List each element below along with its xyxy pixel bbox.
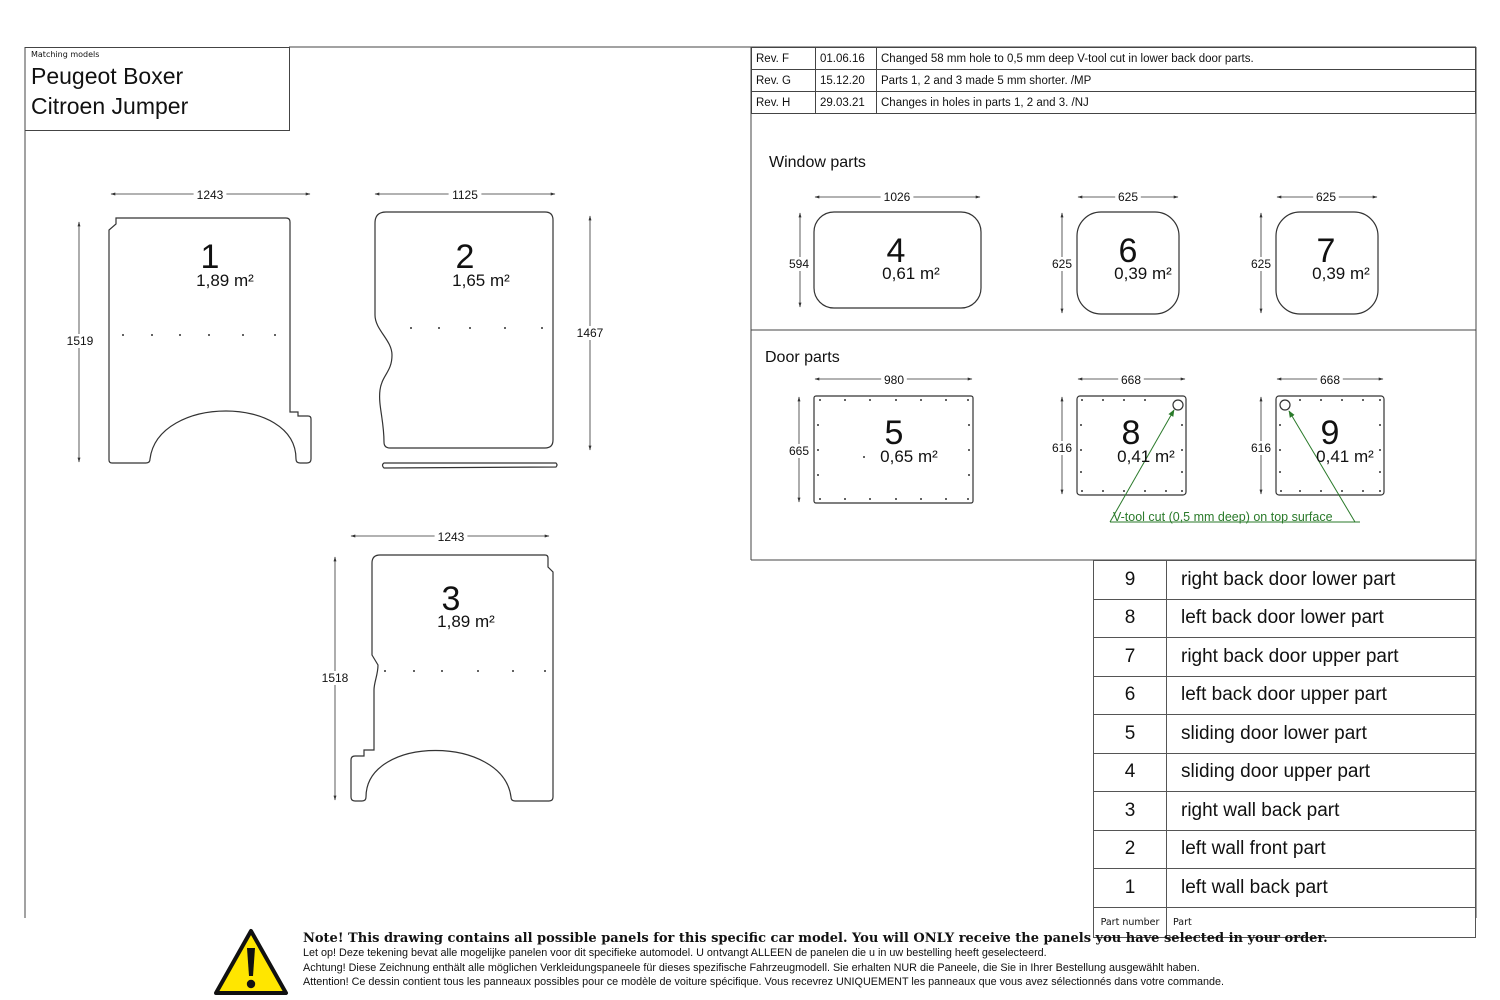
- models-caption: Matching models: [31, 50, 100, 59]
- part-number: 9: [1094, 561, 1167, 600]
- parts-row: [1094, 715, 1476, 754]
- panel-height-dim: 665: [788, 444, 810, 458]
- rev-date: 29.03.21: [816, 92, 877, 114]
- panel-height-dim: 616: [1250, 441, 1272, 455]
- note-nl: Let op! Deze tekening bevat alle mogelijke panelen voor dit specifieke automodel. U ontvangt ALLEEN de panelen die u in uw bestelling heeft geselecteerd.: [303, 947, 1047, 960]
- part-number-header: Part number: [1094, 907, 1167, 937]
- rev-id: Rev. G: [752, 70, 816, 92]
- panel-width-dim: 668: [1319, 373, 1341, 387]
- parts-row: [1094, 561, 1476, 600]
- panel-area: 0,65 m²: [880, 447, 938, 466]
- part-number: 8: [1094, 599, 1167, 638]
- parts-row: [1094, 676, 1476, 715]
- rev-date: 15.12.20: [816, 70, 877, 92]
- panel-number: 5: [884, 414, 904, 452]
- panel-3-dims: [335, 536, 549, 800]
- vtool-label: V-tool cut (0,5 mm deep) on top surface: [1113, 510, 1333, 524]
- panel-width-dim: 668: [1120, 373, 1142, 387]
- part-number: 4: [1094, 753, 1167, 792]
- panel-width-dim: 625: [1315, 190, 1337, 204]
- warning-icon: [213, 928, 289, 996]
- panel-height-dim: 616: [1051, 441, 1073, 455]
- part-name: sliding door lower part: [1167, 715, 1476, 754]
- parts-table: [1093, 560, 1476, 938]
- part-name: left wall back part: [1167, 869, 1476, 908]
- part-name: sliding door upper part: [1167, 753, 1476, 792]
- rev-change: Changes in holes in parts 1, 2 and 3. /NJ: [877, 92, 1476, 114]
- model-citroen-jumper: Citroen Jumper: [31, 93, 189, 119]
- part-number: 1: [1094, 869, 1167, 908]
- disclaimer-note: [303, 932, 1493, 989]
- part-name: right back door upper part: [1167, 638, 1476, 677]
- revision-row: [752, 48, 1476, 70]
- panel-number: 6: [1118, 232, 1138, 270]
- parts-row: [1094, 830, 1476, 869]
- part-name: left wall front part: [1167, 830, 1476, 869]
- panel-width-dim: 1243: [196, 188, 224, 202]
- part-number: 7: [1094, 638, 1167, 677]
- panel-3-holes: [384, 670, 546, 672]
- models-box: [25, 47, 290, 131]
- part-name-header: Part: [1167, 907, 1476, 937]
- rev-change: Parts 1, 2 and 3 made 5 mm shorter. /MP: [877, 70, 1476, 92]
- revision-row: [752, 70, 1476, 92]
- part-name: left back door upper part: [1167, 676, 1476, 715]
- part-name: right back door lower part: [1167, 561, 1476, 600]
- rev-date: 01.06.16: [816, 48, 877, 70]
- part-number: 5: [1094, 715, 1167, 754]
- panel-width-dim: 625: [1117, 190, 1139, 204]
- part-name: left back door lower part: [1167, 599, 1476, 638]
- panel-1-holes: [122, 334, 276, 336]
- parts-row: [1094, 599, 1476, 638]
- parts-row: [1094, 638, 1476, 677]
- panel-width-dim: 1243: [437, 530, 465, 544]
- panel-2-dims: [375, 194, 590, 450]
- rev-id: Rev. H: [752, 92, 816, 114]
- revision-row: [752, 92, 1476, 114]
- panel-number: 3: [441, 580, 461, 618]
- panel-width-dim: 1026: [883, 190, 911, 204]
- window-parts-heading: Window parts: [769, 154, 866, 171]
- rev-id: Rev. F: [752, 48, 816, 70]
- panel-1-dims: [79, 194, 310, 462]
- panel-number: 7: [1316, 232, 1336, 270]
- panel-number: 2: [455, 238, 475, 276]
- door-parts-heading: Door parts: [765, 349, 840, 366]
- panel-area: 0,39 m²: [1114, 264, 1172, 283]
- panel-number: 1: [200, 238, 220, 276]
- panel-height-dim: 625: [1051, 257, 1073, 271]
- panel-height-dim: 1519: [66, 334, 94, 348]
- panel-area: 1,89 m²: [437, 612, 495, 631]
- part-number: 6: [1094, 676, 1167, 715]
- parts-row: [1094, 869, 1476, 908]
- model-peugeot-boxer: Peugeot Boxer: [31, 63, 184, 89]
- panel-area: 0,61 m²: [882, 264, 940, 283]
- parts-row: [1094, 792, 1476, 831]
- part-number: 3: [1094, 792, 1167, 831]
- panel-width-dim: 980: [883, 373, 905, 387]
- panel-height-dim: 594: [788, 257, 810, 271]
- panel-height-dim: 1467: [576, 326, 604, 340]
- part-number: 2: [1094, 830, 1167, 869]
- panel-number: 9: [1320, 414, 1340, 452]
- panel-area: 1,65 m²: [452, 271, 510, 290]
- revision-table: [751, 47, 1476, 114]
- panel-height-dim: 625: [1250, 257, 1272, 271]
- panel-area: 0,41 m²: [1117, 447, 1175, 466]
- panel-number: 8: [1121, 414, 1141, 452]
- note-fr: Attention! Ce dessin contient tous les panneaux possibles pour ce modèle de voiture spécifique. Vous recevrez UNIQUEMENT les panneaux que vous avez sélectionnés dans votre commande.: [303, 975, 1225, 988]
- panel-area: 1,89 m²: [196, 271, 254, 290]
- rev-change: Changed 58 mm hole to 0,5 mm deep V-tool cut in lower back door parts.: [877, 48, 1476, 70]
- note-de: Achtung! Diese Zeichnung enthält alle möglichen Verkleidungspaneele für dieses spezifische Fahrzeugmodell. Sie erhalten NUR die Paneele, die Sie in Ihrer Bestellung ausgewählt haben.: [303, 961, 1200, 974]
- note-en: Note! This drawing contains all possible panels for this specific car model. You will ONLY receive the panels you have selected in your order.: [303, 931, 1328, 946]
- panel-2-holes: [410, 327, 543, 329]
- panel-number: 4: [886, 232, 906, 270]
- parts-row: [1094, 753, 1476, 792]
- part-name: right wall back part: [1167, 792, 1476, 831]
- panel-area: 0,39 m²: [1312, 264, 1370, 283]
- panel-area: 0,41 m²: [1316, 447, 1374, 466]
- panel-height-dim: 1518: [321, 671, 349, 685]
- panel-width-dim: 1125: [452, 188, 478, 202]
